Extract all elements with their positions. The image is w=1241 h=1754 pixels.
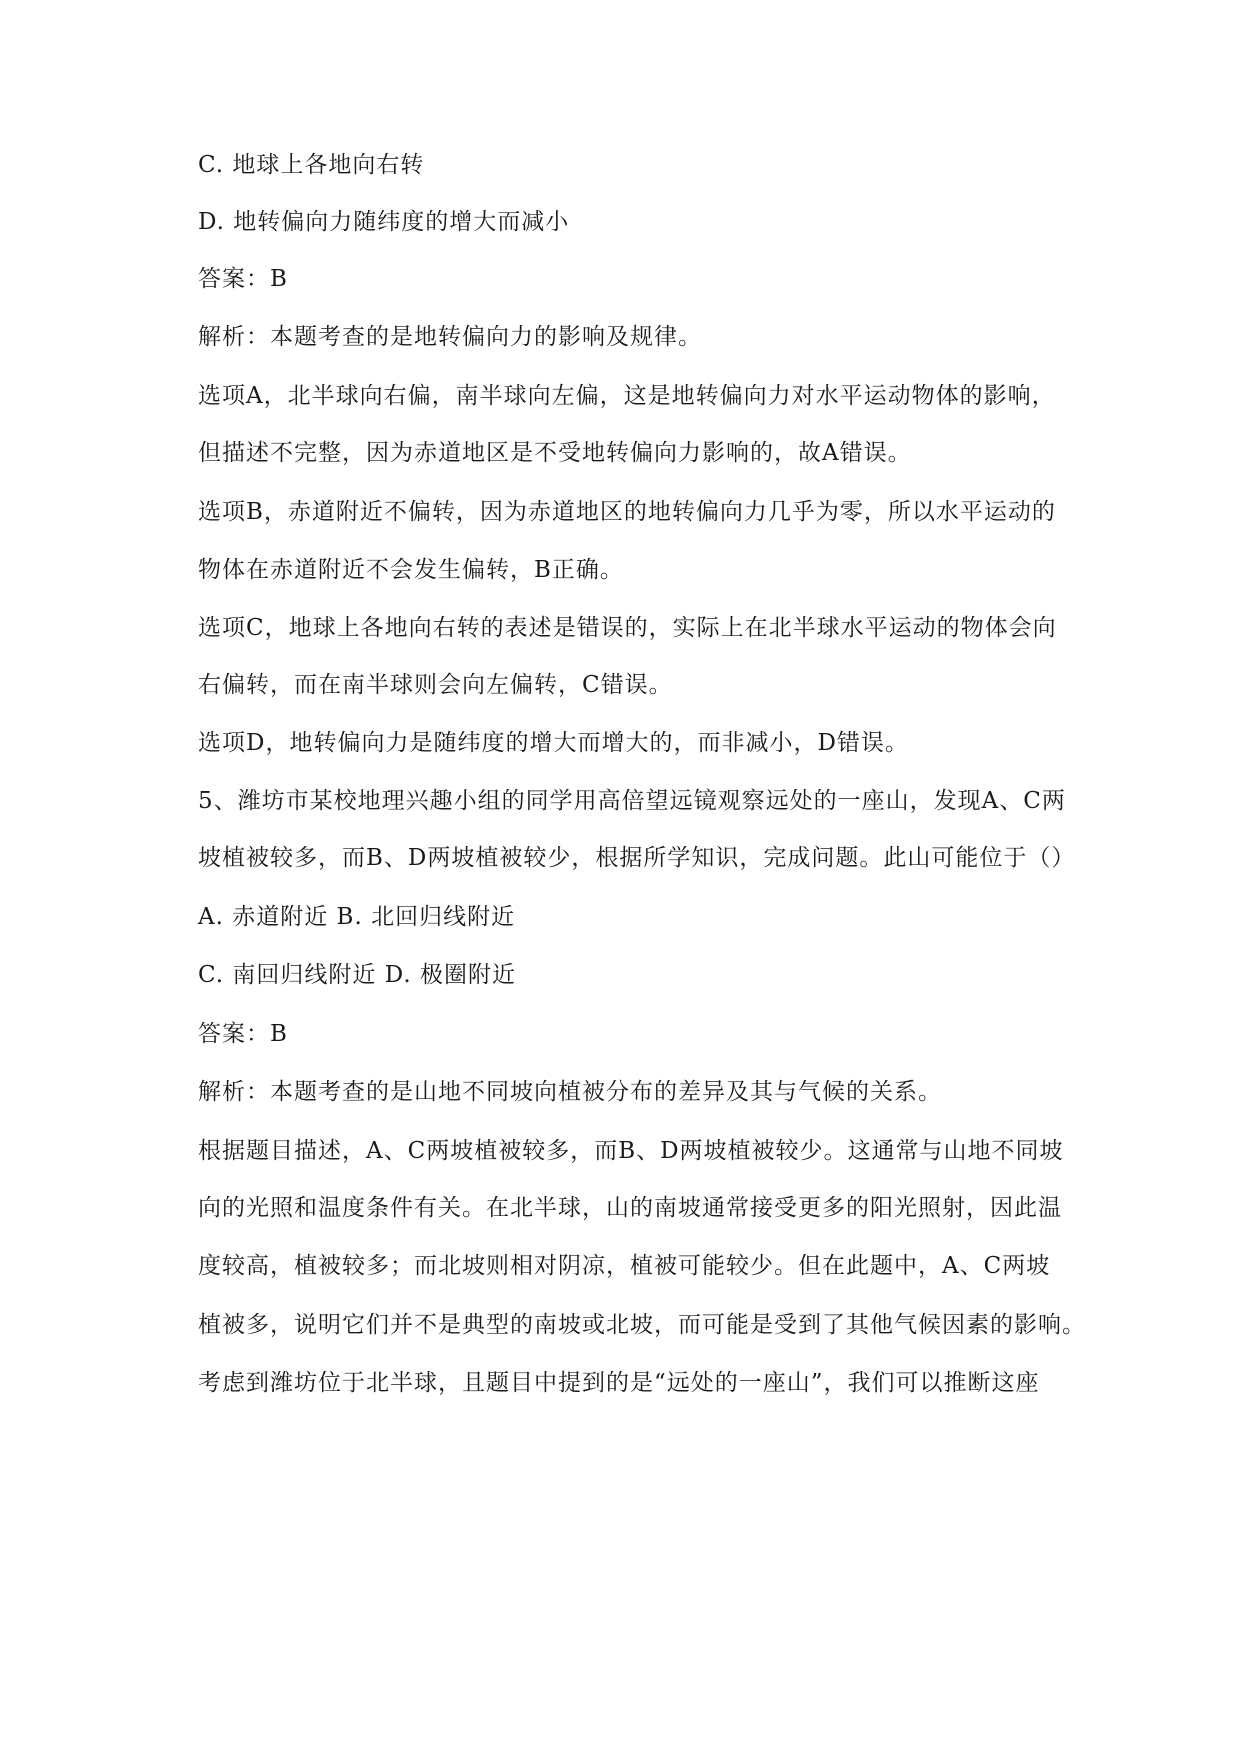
answer-line: 答案：B <box>198 266 288 292</box>
paragraph-line: 选项B，赤道附近不偏转，因为赤道地区的地转偏向力几乎为零，所以水平运动的 <box>198 499 1056 525</box>
paragraph-line: 向的光照和温度条件有关。在北半球，山的南坡通常接受更多的阳光照射，因此温 <box>198 1195 1062 1221</box>
paragraph-line: 选项D，地转偏向力是随纬度的增大而增大的，而非减小，D错误。 <box>198 730 909 756</box>
paragraph-line: 选项A，北半球向右偏，南半球向左偏，这是地转偏向力对水平运动物体的影响， <box>198 383 1056 409</box>
paragraph-line: 选项C，地球上各地向右转的表述是错误的，实际上在北半球水平运动的物体会向 <box>198 615 1057 641</box>
option-d-line: D. 地转偏向力随纬度的增大而减小 <box>198 209 570 235</box>
paragraph-line: 度较高，植被较多；而北坡则相对阴凉，植被可能较少。但在此题中，A、C两坡 <box>198 1253 1051 1279</box>
option-c-line: C. 地球上各地向右转 <box>198 152 425 178</box>
options-cd-line: C. 南回归线附近 D. 极圈附近 <box>198 962 516 988</box>
options-ab-line: A. 赤道附近 B. 北回归线附近 <box>198 904 516 930</box>
paragraph-line: 植被多，说明它们并不是典型的南坡或北坡，而可能是受到了其他气候因素的影响。 <box>198 1312 1086 1338</box>
answer-line: 答案：B <box>198 1021 288 1047</box>
paragraph-line: 右偏转，而在南半球则会向左偏转，C错误。 <box>198 672 673 698</box>
paragraph-line: 考虑到潍坊位于北半球，且题目中提到的是“远处的一座山”，我们可以推断这座 <box>198 1370 1040 1396</box>
paragraph-line: 根据题目描述，A、C两坡植被较多，而B、D两坡植被较少。这通常与山地不同坡 <box>198 1138 1064 1164</box>
question-line: 坡植被较多，而B、D两坡植被较少，根据所学知识，完成问题。此山可能位于（） <box>198 845 1076 871</box>
paragraph-line: 物体在赤道附近不会发生偏转，B正确。 <box>198 557 624 583</box>
analysis-line: 解析：本题考查的是地转偏向力的影响及规律。 <box>198 324 702 350</box>
paragraph-line: 但描述不完整，因为赤道地区是不受地转偏向力影响的，故A错误。 <box>198 440 912 466</box>
question-line: 5、潍坊市某校地理兴趣小组的同学用高倍望远镜观察远处的一座山，发现A、C两 <box>198 788 1066 814</box>
analysis-line: 解析：本题考查的是山地不同坡向植被分布的差异及其与气候的关系。 <box>198 1079 942 1105</box>
